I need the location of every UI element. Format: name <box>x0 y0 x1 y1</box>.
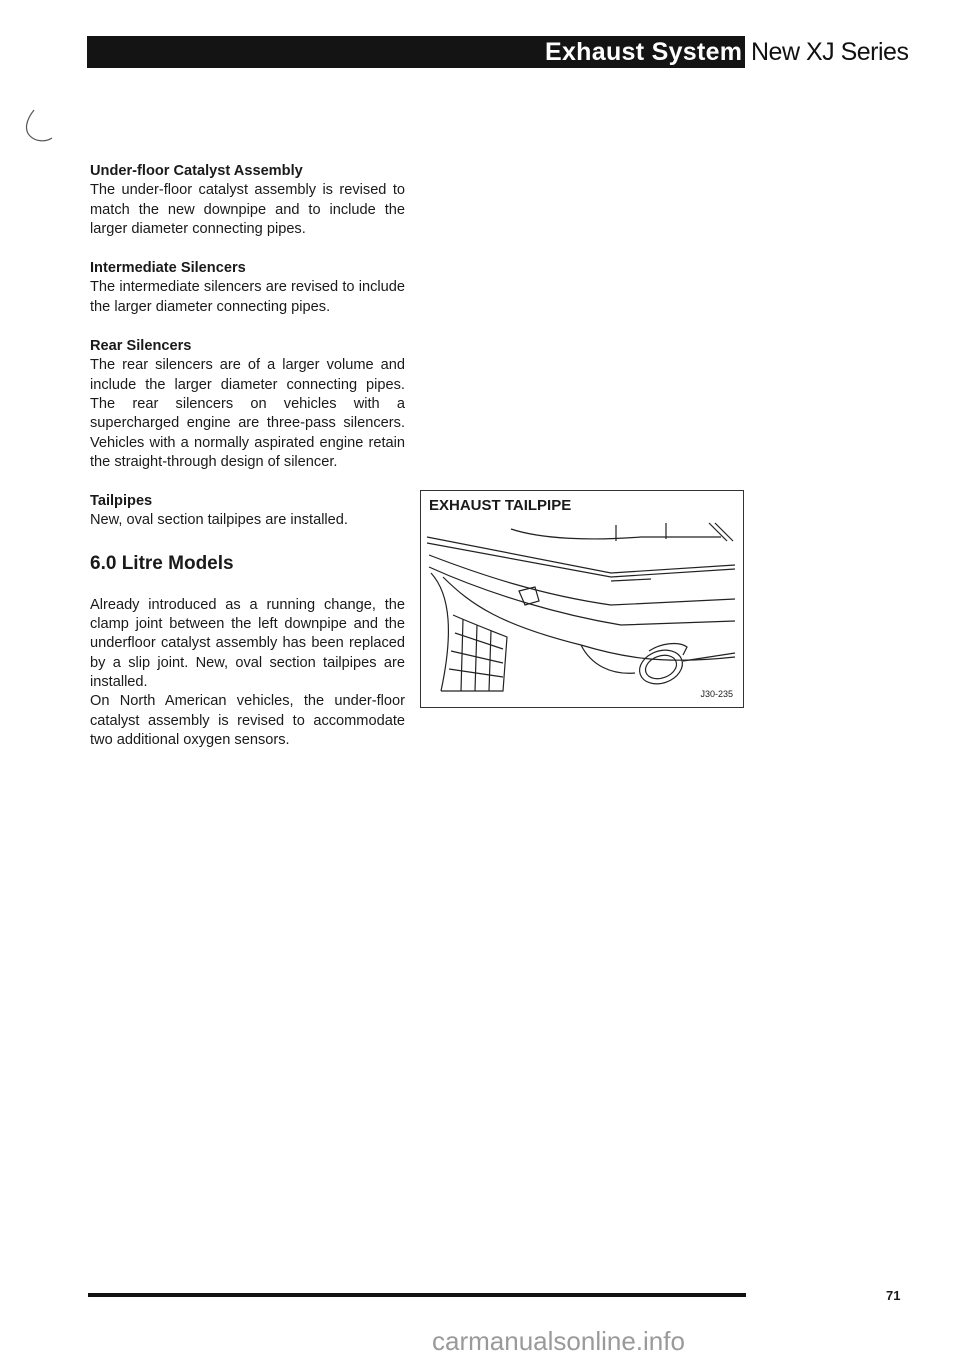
section-body: The rear silencers are of a larger volume and include the larger diameter connecting pipes. The rear silencers on vehicles with a supercharged engine are three-pass silencers. Vehicles with a normally aspirated engine retain the straight-through design of silencer. <box>90 357 405 470</box>
section-heading: Intermediate Silencers <box>90 260 246 277</box>
exhaust-tailpipe-figure <box>420 490 744 708</box>
section-title: Exhaust System <box>545 38 743 66</box>
watermark: carmanualsonline.info <box>432 1326 685 1356</box>
footer-rule <box>88 1293 746 1297</box>
tailpipe-illustration <box>421 515 743 707</box>
section-heading: Under-floor Catalyst Assembly <box>90 163 303 179</box>
section-body: The under-floor catalyst assembly is revised to match the new downpipe and to include the larger diameter connecting pipes. <box>90 182 405 237</box>
section-heading: Rear Silencers <box>90 338 192 355</box>
series-title: New XJ Series <box>751 38 909 66</box>
models-paragraph: Already introduced as a running change, the clamp joint between the left downpipe and the underfloor catalyst assembly has been replaced by a slip joint. New, oval section tailpipes are installed. <box>90 596 405 690</box>
models-paragraph: On North American vehicles, the under-floor catalyst assembly is revised to accommodate two additional oxygen sensors. <box>90 693 405 748</box>
scan-mark <box>16 108 66 158</box>
main-text <box>90 162 405 750</box>
section-body: New, oval section tailpipes are installed. <box>90 512 348 529</box>
models-heading: 6.0 Litre Models <box>90 552 234 574</box>
figure-reference: J30-235 <box>700 689 733 699</box>
page-number: 71 <box>886 1288 901 1303</box>
section-heading: Tailpipes <box>90 493 153 510</box>
figure-title: EXHAUST TAILPIPE <box>429 497 572 514</box>
section-body: The intermediate silencers are revised to include the larger diameter connecting pipes. <box>90 279 405 315</box>
